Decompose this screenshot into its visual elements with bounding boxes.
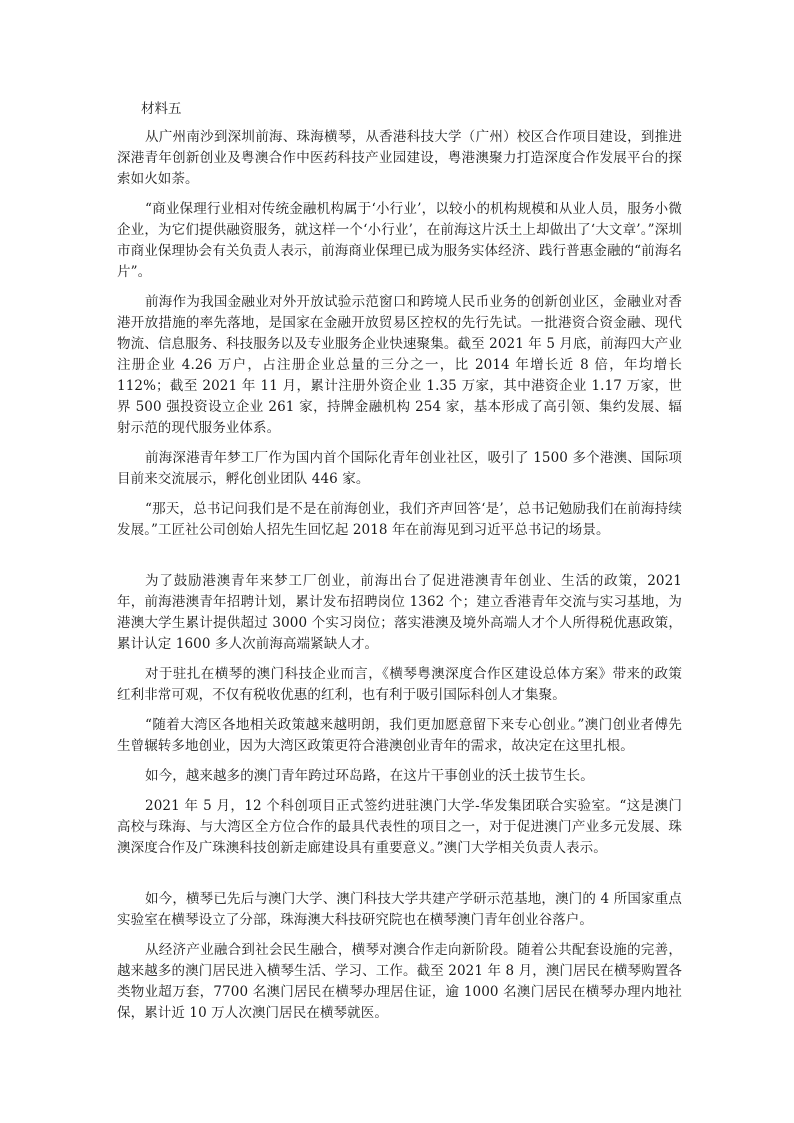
paragraph-3: 前海作为我国金融业对外开放试验示范窗口和跨境人民币业务的创新创业区，金融业对香港开放措施的率先落地，是国家在金融开放贸易区控权的先行先试。一批港资合资金融、现代物流、信息服务、科技服务以及专业服务企业快速聚集。截至 2021 年 5 月底，前海四大产业注册企业 4.26 万户，占注册企业总量的三分之一，比 2014 年增长近 8 倍，年均增长 112%；截至 2021 年 11 月，累计注册外资企业 1.35 万家，其中港资企业 1.17 万家，世界 500 强投资设立企业 261 家，持牌金融机构 254 家，基本形成了高引领、集约发展、辐射示范的现代服务业体系。	[117, 294, 682, 436]
paragraph-11: 如今，横琴已先后与澳门大学、澳门科技大学共建产学研示范基地，澳门的 4 所国家重点实验室在横琴设立了分部，珠海澳大科技研究院也在横琴澳门青年创业谷落户。	[117, 891, 682, 928]
paragraph-8: “随着大湾区各地相关政策越来越明朗，我们更加愿意留下来专心创业。”澳门创业者傅先生曾辗转多地创业，因为大湾区政策更符合港澳创业青年的需求，故决定在这里扎根。	[117, 717, 682, 754]
paragraph-6: 为了鼓励港澳青年来梦工厂创业，前海出台了促进港澳青年创业、生活的政策，2021 年，前海港澳青年招聘计划，累计发布招聘岗位 1362 个；建立香港青年交流与实习基地，为港澳大学生累计提供超过 3000 个实习岗位；落实港澳及境外高端人才个人所得税优惠政策，累计认定 1600 多人次前海高端紧缺人才。	[117, 573, 682, 652]
paragraph-2: “商业保理行业相对传统金融机构属于‘小行业’，以较小的机构规模和从业人员，服务小微企业，为它们提供融资服务，就这样一个‘小行业’，在前海这片沃土上却做出了‘大文章’。”深圳市商业保理协会有关负责人表示，前海商业保理已成为服务实体经济、践行普惠金融的“前海名片”。	[117, 201, 682, 280]
paragraph-9: 如今，越来越多的澳门青年跨过环岛路，在这片干事创业的沃土拔节生长。	[145, 768, 594, 784]
paragraph-5: “那天，总书记问我们是不是在前海创业，我们齐声回答‘是’，总书记勉励我们在前海持续发展。”工匠社公司创始人招先生回忆起 2018 年在前海见到习近平总书记的场景。	[117, 501, 682, 538]
paragraph-12: 从经济产业融合到社会民生融合，横琴对澳合作走向新阶段。随着公共配套设施的完善，越来越多的澳门居民进入横琴生活、学习、工作。截至 2021 年 8 月，澳门居民在横琴购置各类物业超万套，7700 名澳门居民在横琴办理居住证，逾 1000 名澳门居民在横琴办理内地社保，累计近 10 万人次澳门居民在横琴就医。	[117, 942, 682, 1021]
paragraph-10: 2021 年 5 月，12 个科创项目正式签约进驻澳门大学-华发集团联合实验室。“这是澳门高校与珠海、与大湾区全方位合作的最具代表性的项目之一，对于促进澳门产业多元发展、珠澳深度合作及广珠澳科技创新走廊建设具有重要意义。”澳门大学相关负责人表示。	[117, 798, 682, 856]
paragraph-7: 对于驻扎在横琴的澳门科技企业而言，《横琴粤澳深度合作区建设总体方案》带来的政策红利非常可观，不仅有税收优惠的红利，也有利于吸引国际科创人才集聚。	[117, 666, 682, 703]
section-gap	[117, 868, 682, 889]
section-heading: 材料五	[141, 101, 182, 117]
paragraph-4: 前海深港青年梦工厂作为国内首个国际化青年创业社区，吸引了 1500 多个港澳、国际项目前来交流展示，孵化创业团队 446 家。	[117, 450, 682, 487]
section-gap	[117, 550, 682, 571]
document-page	[117, 98, 682, 1033]
paragraph-1: 从广州南沙到深圳前海、珠海横琴，从香港科技大学（广州）校区合作项目建设，到推进深港青年创新创业及粤澳合作中医药科技产业园建设，粤港澳聚力打造深度合作发展平台的探索如火如荼。	[117, 129, 682, 187]
